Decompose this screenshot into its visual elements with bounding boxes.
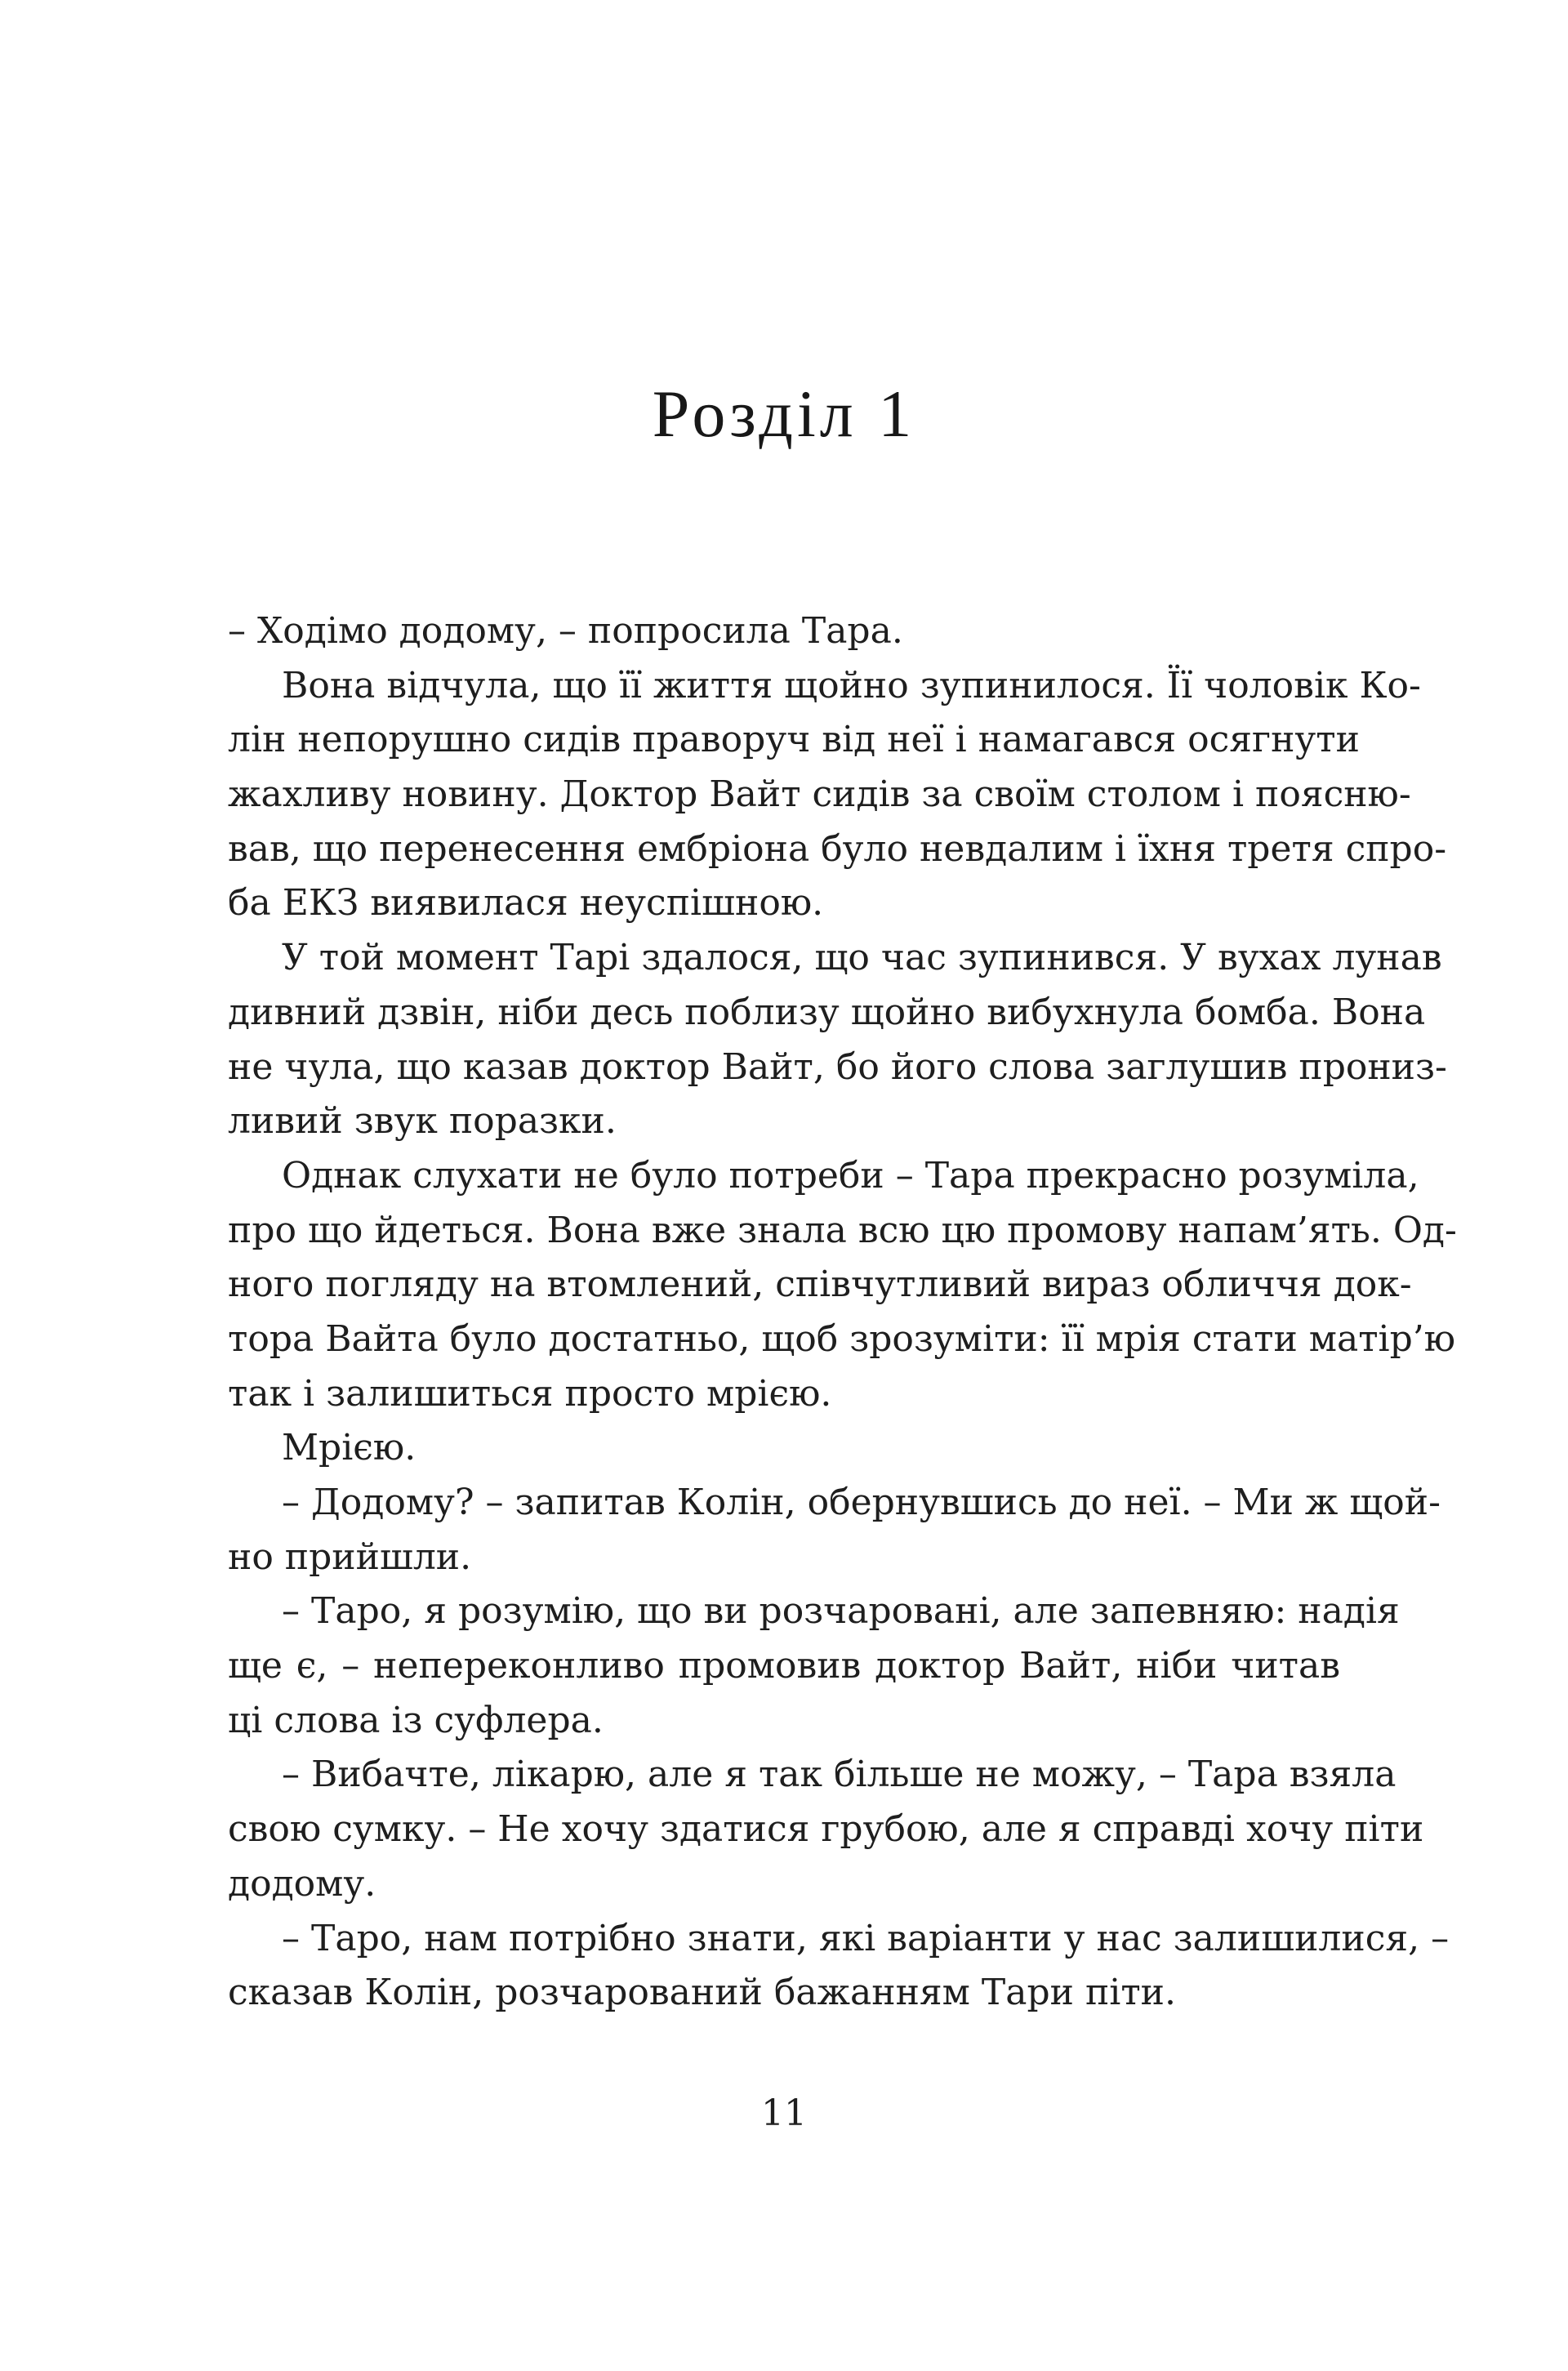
text-line: тора Вайта було достатньо, щоб зрозуміти: її мрія стати матір’ю: [228, 1317, 1456, 1360]
text-line: ба ЕКЗ виявилася неуспішною.: [228, 882, 824, 925]
text-line: додому.: [228, 1862, 376, 1905]
text-line: – Вибачте, лікарю, але я так більше не можу, – Тара взяла: [282, 1754, 1396, 1796]
text-line: свою сумку. – Не хочу здатися грубою, але я справді хочу піти: [228, 1808, 1424, 1851]
text-line: про що йдеться. Вона вже знала всю цю промову напам’ять. Од-: [228, 1209, 1457, 1251]
text-line: не чула, що казав доктор Вайт, бо його слова заглушив прониз-: [228, 1045, 1447, 1088]
text-line: так і залишиться просто мрією.: [228, 1372, 832, 1415]
text-line: – Ходімо додому, – попросила Тара.: [228, 610, 903, 652]
text-line: лін непорушно сидів праворуч від неї і намагався осягнути: [228, 719, 1360, 761]
text-line: ливий звук поразки.: [228, 1100, 617, 1143]
text-line: сказав Колін, розчарований бажанням Тари піти.: [228, 1972, 1176, 2014]
page-number: 11: [761, 2092, 807, 2134]
text-line: Вона відчула, що її життя щойно зупинилося. Її чоловік Ко-: [282, 664, 1421, 706]
text-line: ще є, – непереконливо промовив доктор Вайт, ніби читав: [228, 1645, 1340, 1687]
text-line: – Додому? – запитав Колін, обернувшись до неї. – Ми ж щой-: [282, 1482, 1441, 1523]
text-line: У той момент Тарі здалося, що час зупинився. У вухах лунав: [282, 937, 1442, 979]
text-line: жахливу новину. Доктор Вайт сидів за своїм столом і поясню-: [228, 773, 1411, 816]
text-line: Однак слухати не було потреби – Тара прекрасно розуміла,: [282, 1154, 1419, 1197]
chapter-text: [228, 604, 1457, 2021]
chapter-title: Розділ 1: [652, 377, 916, 451]
text-line: – Таро, нам потрібно знати, які варіанти у нас залишилися, –: [282, 1917, 1450, 1959]
text-line: – Таро, я розумію, що ви розчаровані, але запевняю: надія: [282, 1590, 1400, 1633]
text-line: но прийшли.: [228, 1535, 472, 1578]
text-line: Мрією.: [282, 1427, 416, 1469]
text-line: ці слова із суфлера.: [228, 1699, 604, 1741]
text-line: дивний дзвін, ніби десь поблизу щойно вибухнула бомба. Вона: [228, 991, 1426, 1033]
text-line: ного погляду на втомлений, співчутливий вираз обличчя док-: [228, 1263, 1412, 1306]
text-line: вав, що перенесення ембріона було невдалим і їхня третя спро-: [228, 827, 1447, 870]
